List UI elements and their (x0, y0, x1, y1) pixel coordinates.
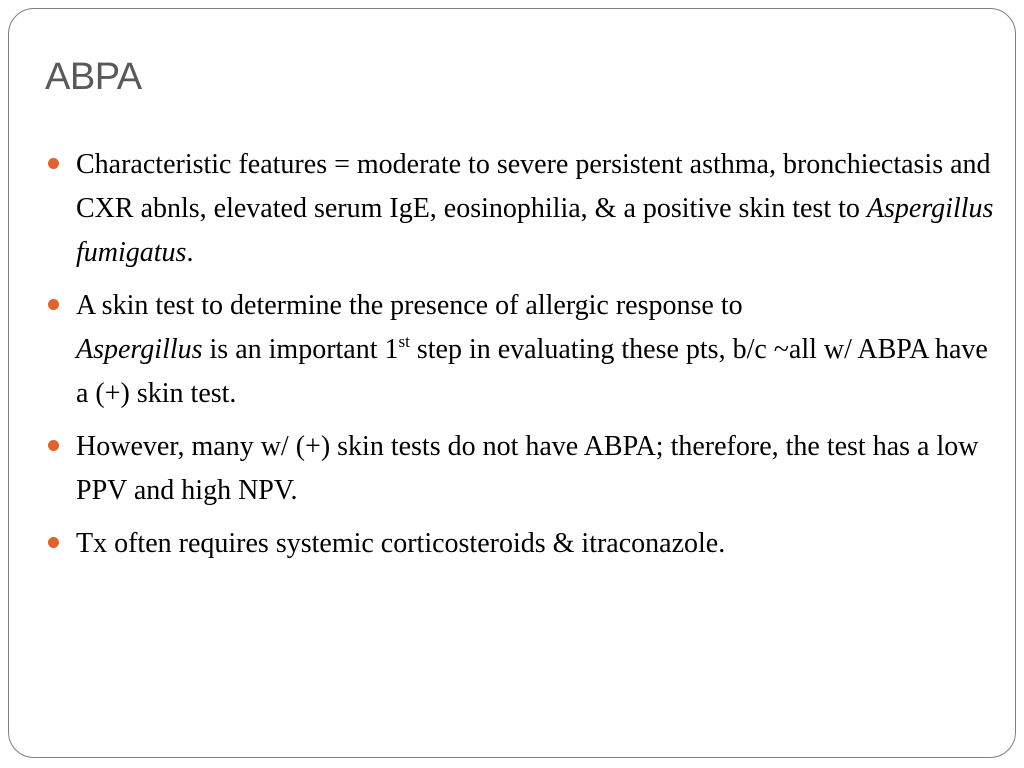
bullet-italic-text: Aspergillus fumigatus (76, 193, 994, 268)
bullet-text: A skin test to determine the presence of allergic response to (76, 290, 743, 321)
bullet-item (45, 284, 995, 416)
bullet-superscript: st (398, 332, 410, 351)
bullet-item (45, 143, 995, 275)
bullet-text: Tx often requires systemic corticosteroids & itraconazole. (76, 528, 726, 559)
bullet-dot-icon (48, 537, 59, 548)
bullet-text: . (186, 237, 194, 268)
bullet-dot-icon (48, 158, 59, 169)
slide-title: ABPA (45, 56, 142, 98)
bullet-text: Characteristic features = moderate to severe persistent asthma, bronchiectasis and CXR abnls, elevated serum IgE, eosinophilia, & a positive skin test to (76, 149, 991, 224)
bullet-item (45, 425, 995, 513)
bullet-dot-icon (48, 299, 59, 310)
bullet-list (45, 143, 995, 575)
bullet-text: step in evaluating these pts, b/c ~all w/ ABPA have a (+) skin test. (76, 334, 988, 409)
bullet-text: However, many w/ (+) skin tests do not have ABPA; therefore, the test has a low PPV and high NPV. (76, 431, 979, 506)
bullet-dot-icon (48, 440, 59, 451)
bullet-item (45, 522, 995, 566)
bullet-text: is an important 1 (202, 334, 399, 365)
slide (8, 8, 1016, 758)
bullet-italic-text: Aspergillus (76, 334, 203, 365)
